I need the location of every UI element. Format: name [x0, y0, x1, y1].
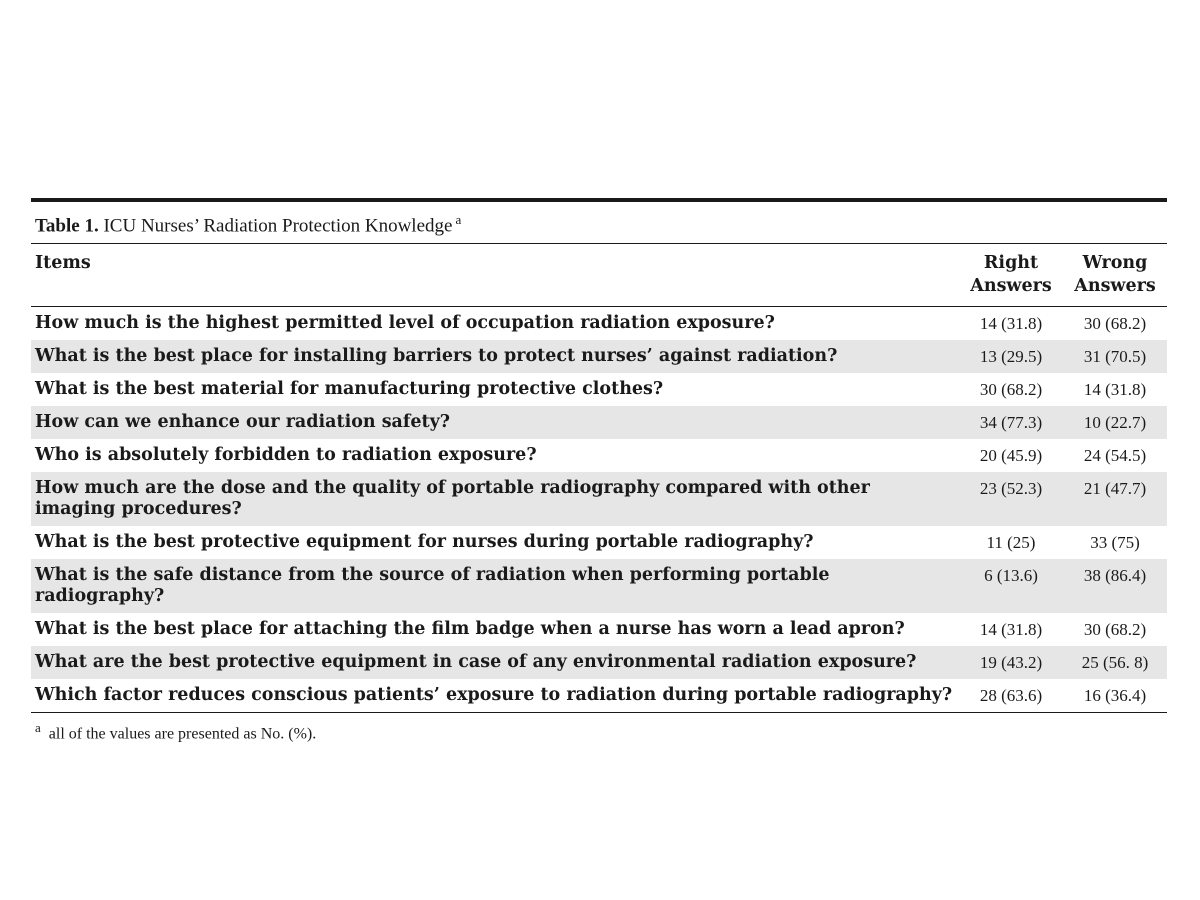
table-row: [31, 646, 1167, 679]
wrong-answers-cell: 30 (68.2): [1083, 314, 1147, 334]
table-row: [31, 439, 1167, 472]
question-cell: Who is absolutely forbidden to radiation exposure?: [35, 445, 537, 466]
table-row: [31, 526, 1167, 559]
question-cell: What is the best protective equipment for nurses during portable radiography?: [35, 532, 814, 553]
right-answers-cell: 6 (13.6): [959, 559, 1063, 613]
wrong-answers-cell: 30 (68.2): [1083, 620, 1147, 640]
header-items: Items: [31, 244, 959, 307]
wrong-answers-cell: 33 (75): [1090, 533, 1140, 553]
wrong-answers-cell: 21 (47.7): [1063, 472, 1167, 526]
right-answers-cell: 34 (77.3): [959, 406, 1063, 439]
question-cell: Which factor reduces conscious patients’ exposure to radiation during portable radiography?: [31, 679, 959, 713]
header-right-line1: Right: [983, 253, 1039, 274]
table-container: [31, 198, 1167, 751]
right-answers-cell: 14 (31.8): [979, 620, 1043, 640]
wrong-answers-cell: 38 (86.4): [1063, 559, 1167, 613]
table-row: [31, 406, 1167, 439]
table-footnote: [31, 713, 1167, 750]
table-row: [31, 373, 1167, 406]
right-answers-cell: 11 (25): [986, 533, 1036, 553]
header-right-line2: Answers: [970, 276, 1052, 297]
header-wrong-answers: [1063, 244, 1167, 307]
footnote-text: all of the values are presented as No. (%).: [48, 725, 317, 743]
question-cell: How much is the highest permitted level of occupation radiation exposure?: [35, 313, 775, 334]
question-cell: What is the best place for attaching the film badge when a nurse has worn a lead apron?: [35, 619, 905, 640]
knowledge-table: [31, 244, 1167, 713]
header-wrong-line1: Wrong: [1082, 253, 1148, 274]
table-title: ICU Nurses’ Radiation Protection Knowledge: [103, 215, 453, 237]
question-cell: What are the best protective equipment in case of any environmental radiation exposure?: [31, 646, 959, 679]
right-answers-cell: 28 (63.6): [959, 679, 1063, 713]
question-cell: How can we enhance our radiation safety?: [31, 406, 959, 439]
right-answers-cell: 19 (43.2): [959, 646, 1063, 679]
caption-footnote-mark: a: [455, 212, 462, 227]
wrong-answers-cell: 31 (70.5): [1063, 340, 1167, 373]
question-cell: How much are the dose and the quality of portable radiography compared with other imaging procedures?: [31, 472, 959, 526]
wrong-answers-cell: 16 (36.4): [1063, 679, 1167, 713]
right-answers-cell: 20 (45.9): [979, 446, 1043, 466]
header-right-answers: [959, 244, 1063, 307]
wrong-answers-cell: 24 (54.5): [1083, 446, 1147, 466]
footnote-mark: a: [35, 720, 41, 736]
right-answers-cell: 30 (68.2): [979, 380, 1043, 400]
wrong-answers-cell: 10 (22.7): [1063, 406, 1167, 439]
right-answers-cell: 14 (31.8): [979, 314, 1043, 334]
wrong-answers-cell: 25 (56. 8): [1063, 646, 1167, 679]
wrong-answers-cell: 14 (31.8): [1083, 380, 1147, 400]
table-row: [31, 340, 1167, 373]
right-answers-cell: 13 (29.5): [959, 340, 1063, 373]
table-row: [31, 307, 1167, 341]
question-cell: What is the best material for manufacturing protective clothes?: [35, 379, 664, 400]
table-row: [31, 559, 1167, 613]
right-answers-cell: 23 (52.3): [959, 472, 1063, 526]
table-row: [31, 472, 1167, 526]
table-label: Table 1.: [35, 215, 99, 237]
question-cell: What is the safe distance from the source of radiation when performing portable radiography?: [31, 559, 959, 613]
table-row: [31, 679, 1167, 713]
table-row: [31, 613, 1167, 646]
question-cell: What is the best place for installing barriers to protect nurses’ against radiation?: [31, 340, 959, 373]
table-caption: [31, 202, 1167, 244]
header-row: [31, 244, 1167, 307]
header-wrong-line2: Answers: [1074, 276, 1156, 297]
